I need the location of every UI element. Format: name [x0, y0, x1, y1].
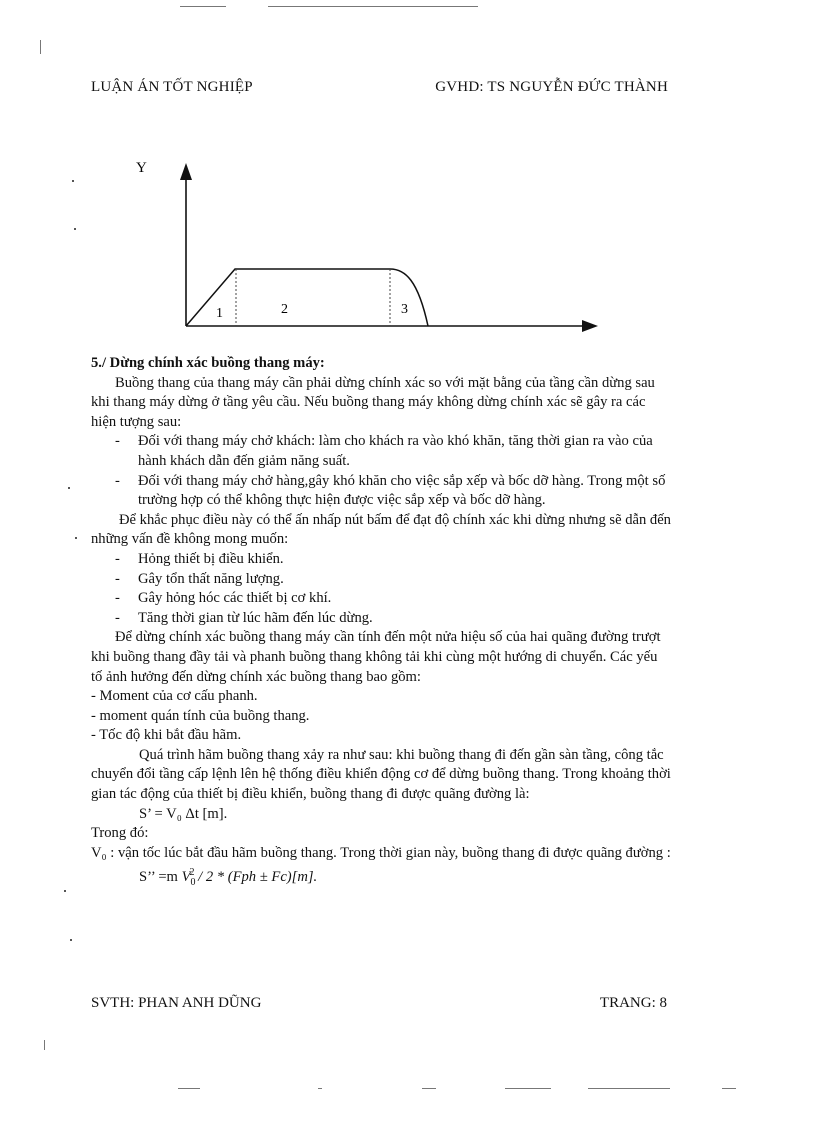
eq2-sup: 2 [189, 867, 195, 879]
footer-left: SVTH: PHAN ANH DŨNG [91, 995, 262, 1011]
list-item [91, 609, 671, 629]
list-item-text: Đối với thang máy chở khách: làm cho khách ra vào khó khăn, tăng thời gian ra vào của hành khách dẫn đến giảm năng suất. [138, 433, 653, 469]
list-item-text: Đối với thang máy chở hàng,gây khó khăn cho việc sắp xếp và bốc dỡ hàng. Trong một số trường hợp có thể không thực hiện được việc sắp xếp và bốc dỡ hàng. [138, 472, 666, 509]
header-left: LUẬN ÁN TỐT NGHIỆP [91, 79, 253, 95]
list-item [91, 589, 671, 609]
x-axis-arrow-icon [582, 320, 598, 332]
paragraph-1: Buồng thang của thang máy cần phải dừng chính xác so với mặt bằng của tầng cần dừng sau khi thang máy dừng ở tầng yêu cầu. Nếu buồng thang máy không dừng chính xác sẽ gây ra các hiện tượng sau: [91, 374, 655, 430]
scan-speck [72, 180, 74, 182]
list-bullet: - [115, 609, 120, 626]
scan-speck [64, 890, 66, 892]
scan-artifact-line [505, 1088, 551, 1089]
section-body [91, 354, 671, 893]
list-bullet: - [115, 570, 120, 587]
footer-right: TRANG: 8 [599, 995, 667, 1011]
paragraph-2: Để khắc phục điều này có thể ấn nhấp nút bấm để đạt độ chính xác khi dừng nhưng sẽ dẫn đến những vấn đề không mong muốn: [91, 511, 671, 548]
v0-description: V₀ : vận tốc lúc bắt đầu hãm buồng thang. Trong thời gian này, buồng thang đi được quãng đường : [91, 844, 671, 861]
scan-artifact-mark [40, 40, 41, 54]
scan-speck [70, 939, 72, 941]
scan-speck [75, 537, 77, 539]
paragraph-3: Để dừng chính xác buồng thang máy cần tính đến một nửa hiệu số của hai quãng đường trượt khi buồng thang đầy tải và phanh buồng thang không tải khi cùng một hướng di chuyển. Các yếu tố ảnh hưởng đến dừng chính xác buồng thang bao gồm: [91, 629, 661, 685]
list-item [91, 550, 671, 570]
scan-artifact-line [422, 1088, 436, 1089]
scan-speck [68, 487, 70, 489]
list-item-text: Hỏng thiết bị điều khiển. [138, 550, 284, 567]
eq2-sub: 0 [190, 877, 196, 889]
equation-1: S’ = V₀ Δt [m]. [139, 805, 228, 822]
paragraph-4: Quá trình hãm buồng thang xảy ra như sau: khi buồng thang đi đến gần sàn tầng, công tắc chuyển đổi tầng cấp lệnh lên hệ thống điều khiển động cơ để dừng buồng thang. Trong khoảng thời gian tác động của thiết bị điều khiển, buồng thang đi được quãng đường là: [91, 746, 671, 803]
scan-speck [74, 228, 76, 230]
speed-profile-diagram [120, 150, 610, 340]
list-item [91, 472, 671, 511]
factor-item: - Tốc độ khi bắt đầu hãm. [91, 727, 242, 744]
eq2-lhs: S’’ =m [139, 869, 182, 886]
scan-artifact-line [268, 6, 478, 7]
trong-do-label: Trong đó: [91, 825, 149, 842]
section-heading: 5./ Dừng chính xác buồng thang máy: [91, 355, 325, 371]
list-bullet: - [115, 590, 120, 607]
list-item-text: Gây hỏng hóc các thiết bị cơ khí. [138, 590, 332, 607]
list-item-text: Tăng thời gian từ lúc hãm đến lúc dừng. [138, 609, 373, 626]
header-right: GVHD: TS NGUYỄN ĐỨC THÀNH [435, 79, 668, 95]
y-axis-arrow-icon [180, 163, 192, 180]
region-label-3: 3 [401, 302, 408, 317]
list-item-text: Gây tổn thất năng lượng. [138, 570, 284, 587]
scan-artifact-line [588, 1088, 670, 1089]
region-label-1: 1 [216, 306, 223, 321]
equation-2 [91, 863, 671, 892]
list-item [91, 432, 671, 471]
eq2-rest: / 2 * (Fph ± Fc)[m]. [194, 869, 318, 886]
y-axis-label: Y [136, 160, 147, 176]
scan-artifact-line [722, 1088, 736, 1089]
list-bullet: - [115, 433, 120, 450]
scan-artifact-line [180, 6, 226, 7]
list-bullet: - [115, 550, 120, 567]
scan-artifact-mark [44, 1040, 45, 1050]
scan-artifact-line [318, 1088, 322, 1089]
eq2-var: V [181, 869, 191, 886]
factor-item: - moment quán tính của buồng thang. [91, 707, 310, 724]
factor-item: - Moment của cơ cấu phanh. [91, 688, 258, 705]
list-item [91, 570, 671, 590]
scan-artifact-line [178, 1088, 200, 1089]
region-label-2: 2 [281, 302, 288, 317]
list-bullet: - [115, 472, 120, 489]
